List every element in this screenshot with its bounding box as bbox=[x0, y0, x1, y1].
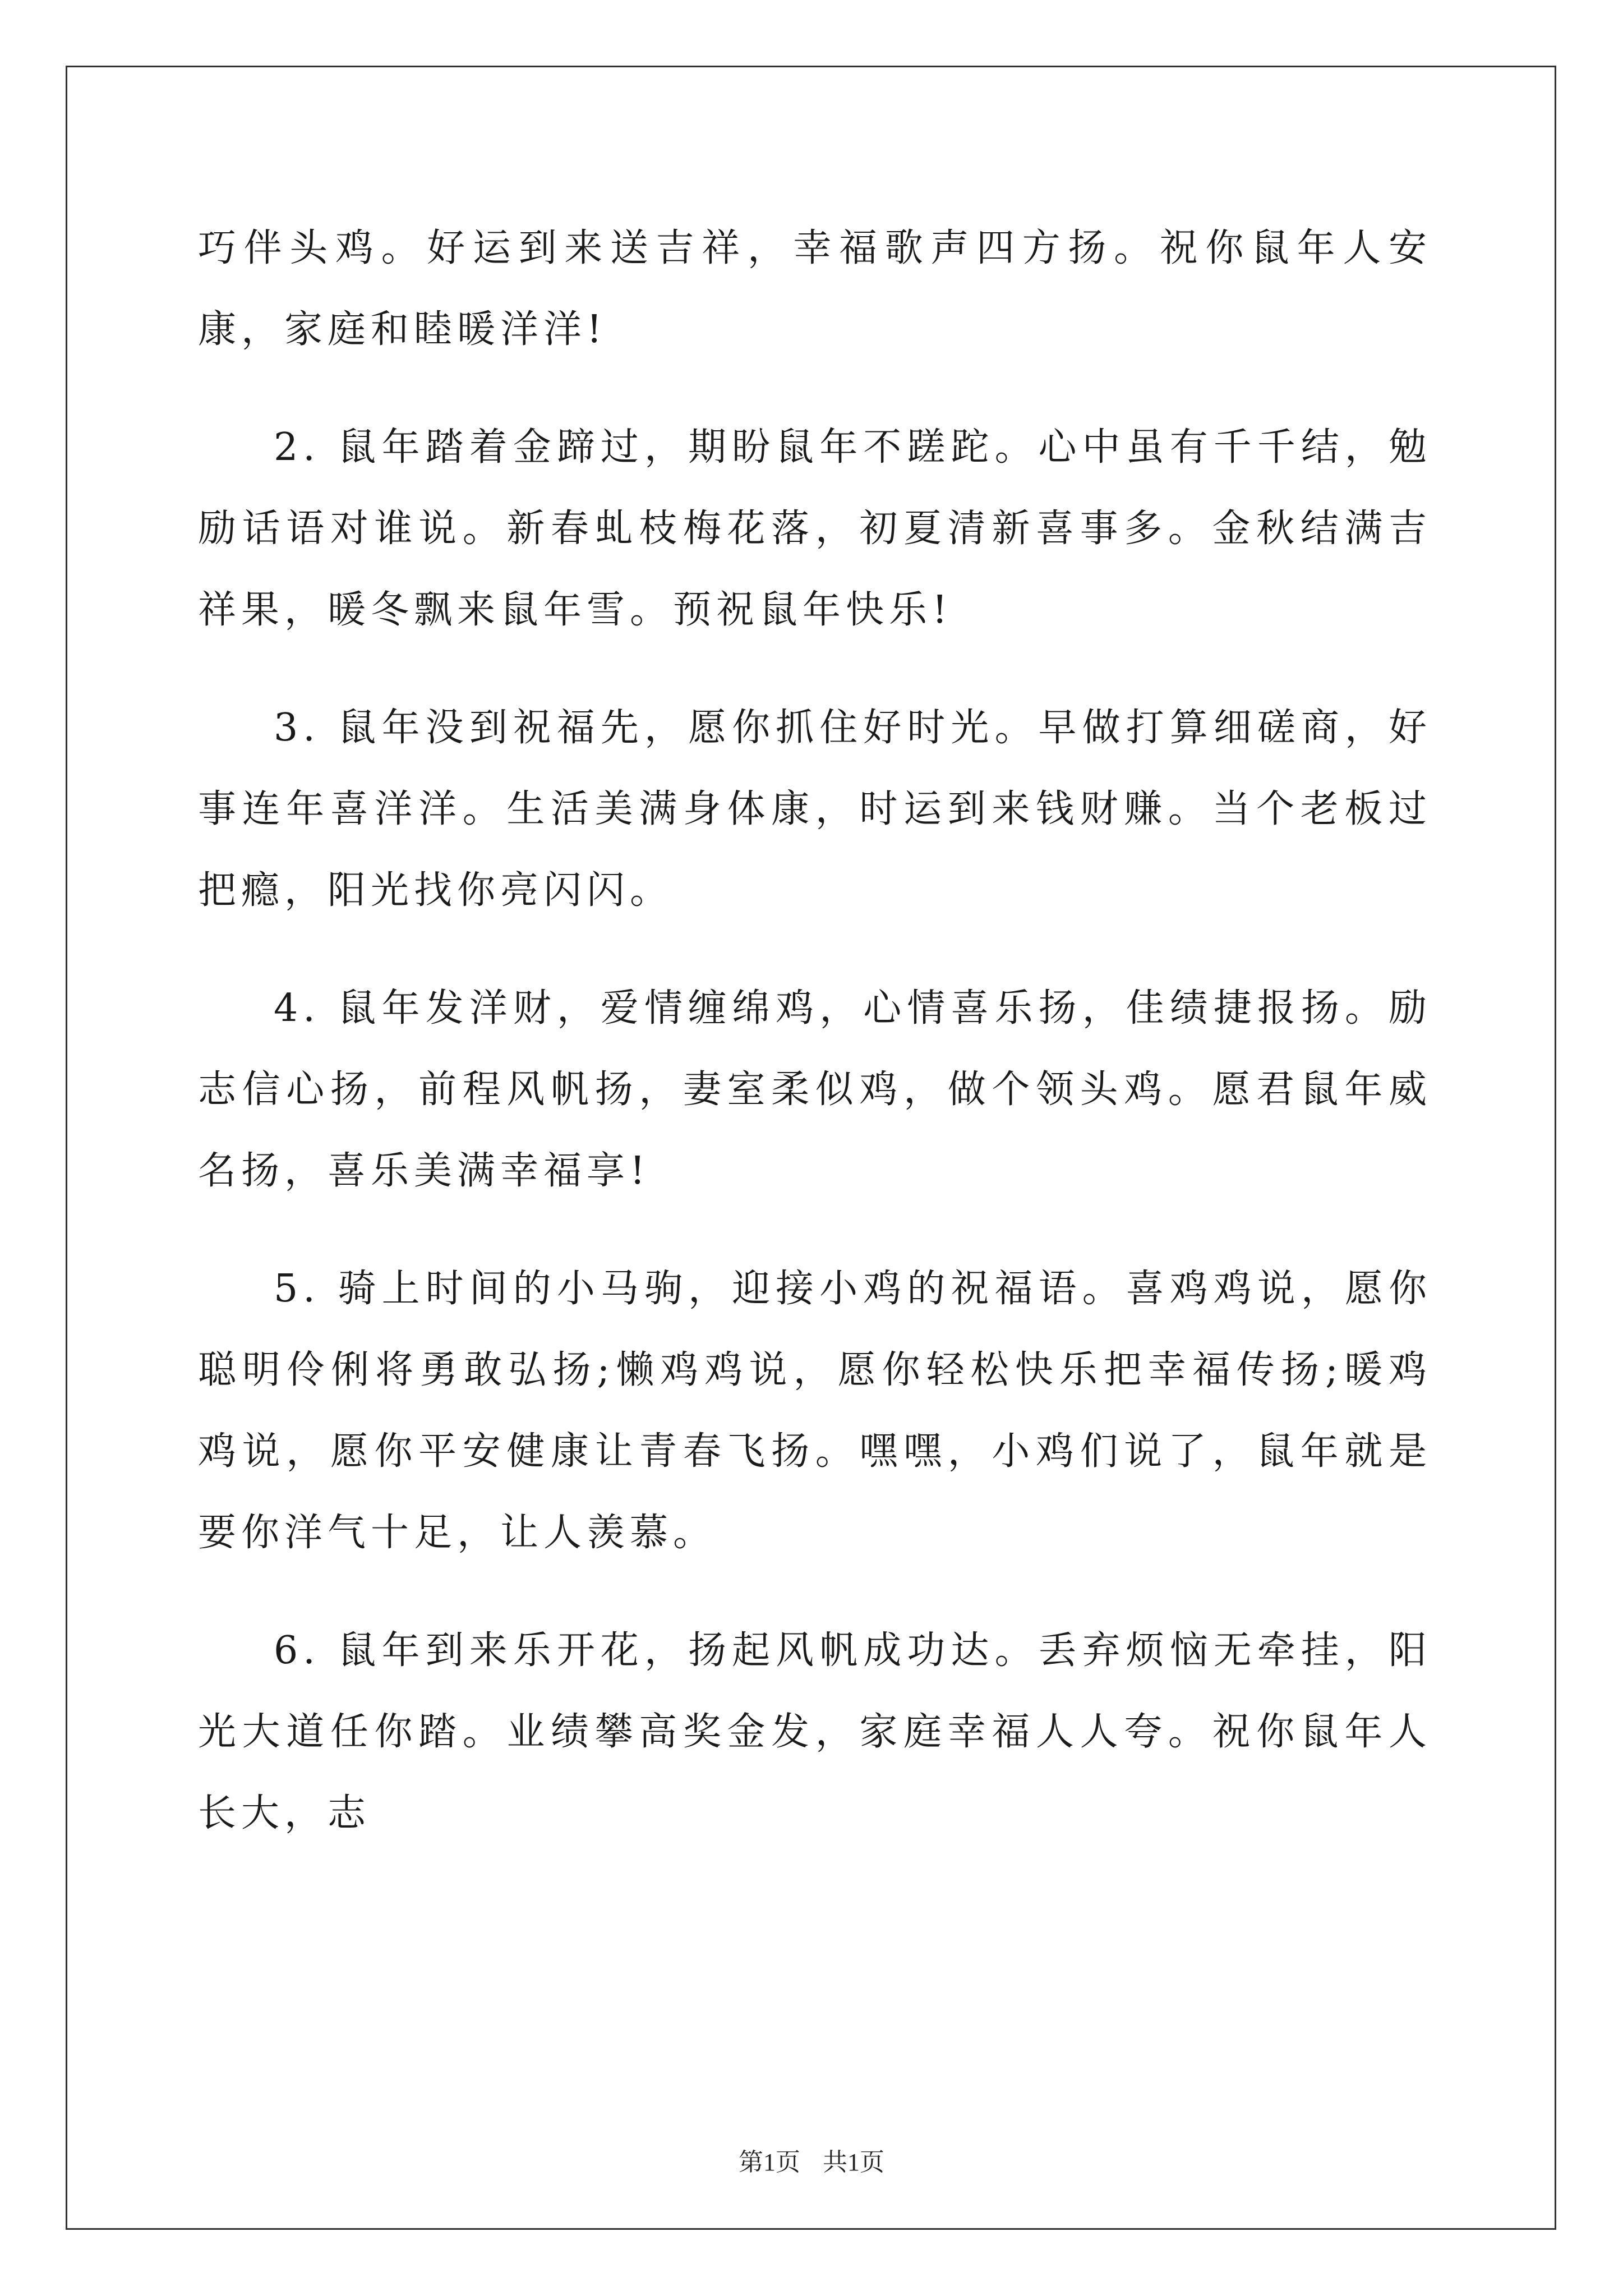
paragraph-2: 2. 鼠年踏着金蹄过，期盼鼠年不蹉跎。心中虽有千千结，勉励话语对谁说。新春虬枝梅花落，初夏清新喜事多。金秋结满吉祥果，暖冬飘来鼠年雪。预祝鼠年快乐! bbox=[198, 425, 1432, 632]
page-number: 第1页 bbox=[739, 2148, 800, 2176]
paragraph-1: 巧伴头鸡。好运到来送吉祥，幸福歌声四方扬。祝你鼠年人安康，家庭和睦暖洋洋! bbox=[198, 226, 1432, 352]
document-body bbox=[198, 208, 1432, 1854]
paragraph-4: 4. 鼠年发洋财，爱情缠绵鸡，心情喜乐扬，佳绩捷报扬。励志信心扬，前程风帆扬，妻室柔似鸡，做个领头鸡。愿君鼠年威名扬，喜乐美满幸福享! bbox=[198, 986, 1432, 1193]
page-footer bbox=[0, 2142, 1623, 2178]
page-total: 共1页 bbox=[823, 2148, 884, 2176]
paragraph-3: 3. 鼠年没到祝福先，愿你抓住好时光。早做打算细磋商，好事连年喜洋洋。生活美满身体康，时运到来钱财赚。当个老板过把瘾，阳光找你亮闪闪。 bbox=[198, 706, 1432, 913]
paragraph-5: 5. 骑上时间的小马驹，迎接小鸡的祝福语。喜鸡鸡说，愿你聪明伶俐将勇敢弘扬;懒鸡鸡说，愿你轻松快乐把幸福传扬;暖鸡鸡说，愿你平安健康让青春飞扬。嘿嘿，小鸡们说了，鼠年就是要你洋气十足，让人羡慕。 bbox=[198, 1267, 1432, 1555]
paragraph-6: 6. 鼠年到来乐开花，扬起风帆成功达。丢弃烦恼无牵挂，阳光大道任你踏。业绩攀高奖金发，家庭幸福人人夸。祝你鼠年人长大，志 bbox=[198, 1628, 1432, 1835]
